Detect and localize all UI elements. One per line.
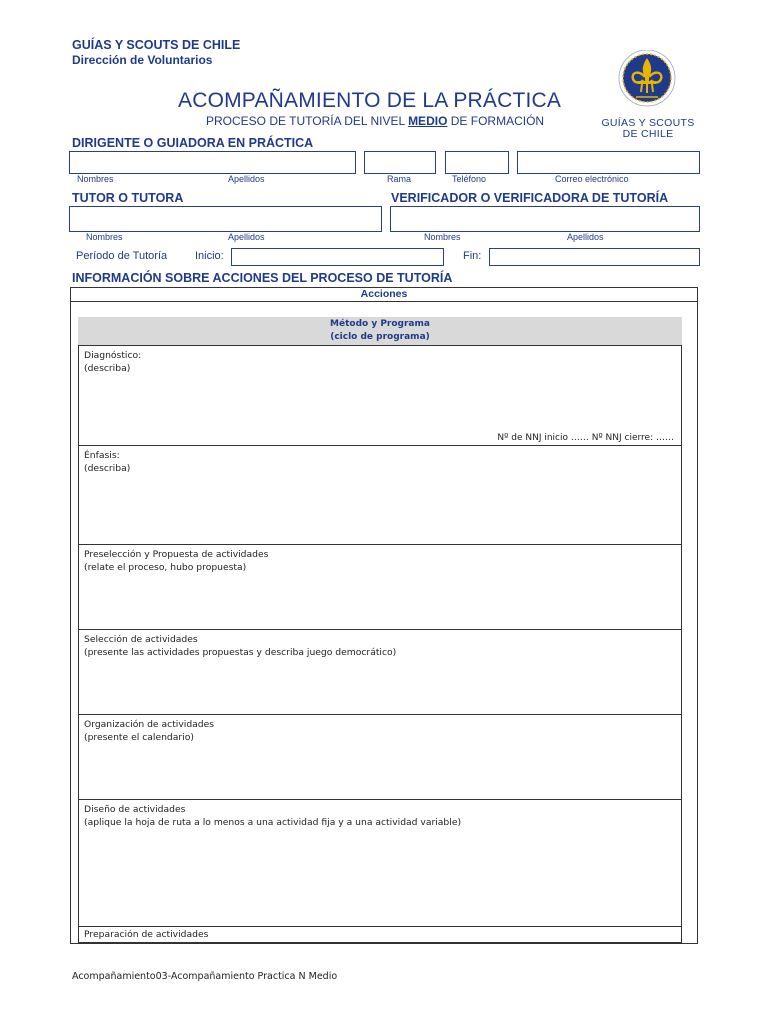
page-title: ACOMPAÑAMIENTO DE LA PRÁCTICA <box>178 89 562 112</box>
org-subtitle: Dirección de Voluntarios <box>72 53 213 67</box>
caption-correo: Correo electrónico <box>555 174 629 184</box>
caption-verificador-apellidos: Apellidos <box>567 232 604 242</box>
org-name: GUÍAS Y SCOUTS DE CHILE <box>72 38 241 52</box>
footer-text: Acompañamiento03-Acompañamiento Practica N Medio <box>72 971 338 982</box>
row-title: Preselección y Propuesta de actividades (relate el proceso, hubo propuesta) <box>84 549 269 573</box>
caption-tutor-nombres: Nombres <box>86 232 123 242</box>
acciones-header: Acciones <box>70 287 698 302</box>
dirigente-nombre-apellido-field[interactable] <box>69 151 356 174</box>
caption-apellidos: Apellidos <box>228 174 265 184</box>
row-title: Énfasis: (describa) <box>84 450 131 474</box>
caption-nombres: Nombres <box>77 174 114 184</box>
fin-label: Fin: <box>463 250 482 262</box>
dirigente-rama-field[interactable] <box>364 151 436 174</box>
row-preparacion[interactable] <box>78 927 682 940</box>
row-diseno[interactable] <box>78 800 682 927</box>
caption-verificador-nombres: Nombres <box>424 232 461 242</box>
row-organizacion[interactable] <box>78 715 682 800</box>
row-title: Organización de actividades (presente el calendario) <box>84 719 215 743</box>
inicio-field[interactable] <box>231 248 444 266</box>
verificador-field[interactable] <box>390 206 700 232</box>
logo-text <box>598 118 698 140</box>
scouts-logo-icon <box>612 50 682 112</box>
periodo-label: Período de Tutoría <box>76 250 168 262</box>
subtitle-pre: PROCESO DE TUTORÍA DEL NIVEL <box>206 114 409 128</box>
tutor-field[interactable] <box>69 206 382 232</box>
dirigente-correo-field[interactable] <box>517 151 700 174</box>
caption-tutor-apellidos: Apellidos <box>228 232 265 242</box>
logo-text-line1: GUÍAS Y SCOUTS <box>601 117 695 129</box>
row-enfasis[interactable] <box>78 446 682 545</box>
dirigente-telefono-field[interactable] <box>445 151 509 174</box>
row-diagnostico[interactable] <box>78 346 682 446</box>
section-tutor: TUTOR O TUTORA <box>72 191 184 205</box>
subtitle-post: DE FORMACIÓN <box>447 114 545 128</box>
row-title: Preparación de actividades <box>84 929 209 940</box>
row-preseleccion[interactable] <box>78 545 682 630</box>
row-title: Selección de actividades (presente las actividades propuestas y describa juego democrático) <box>84 634 397 658</box>
section-dirigente: DIRIGENTE O GUIADORA EN PRÁCTICA <box>72 136 314 150</box>
inicio-label: Inicio: <box>195 250 224 262</box>
row-note: Nº de NNJ inicio …… Nº NNJ cierre: …… <box>497 433 674 443</box>
page-subtitle <box>206 114 544 128</box>
caption-telefono: Teléfono <box>452 174 487 184</box>
subtitle-level: MEDIO <box>408 114 448 128</box>
row-title: Diagnóstico: (describa) <box>84 350 142 374</box>
logo-text-line2: DE CHILE <box>622 128 674 140</box>
caption-rama: Rama <box>387 174 412 184</box>
metodo-programa-header <box>78 317 682 346</box>
row-seleccion[interactable] <box>78 630 682 715</box>
section-verificador: VERIFICADOR O VERIFICADORA DE TUTORÍA <box>391 191 669 205</box>
row-title: Diseño de actividades (aplique la hoja de ruta a lo menos a una actividad fija y a una actividad variable) <box>84 804 462 828</box>
metodo-header-line1: Método y Programa <box>330 319 430 329</box>
metodo-header-line2: (ciclo de programa) <box>330 332 430 342</box>
fin-field[interactable] <box>489 248 700 266</box>
section-informacion: INFORMACIÓN SOBRE ACCIONES DEL PROCESO DE TUTORÍA <box>72 271 453 285</box>
